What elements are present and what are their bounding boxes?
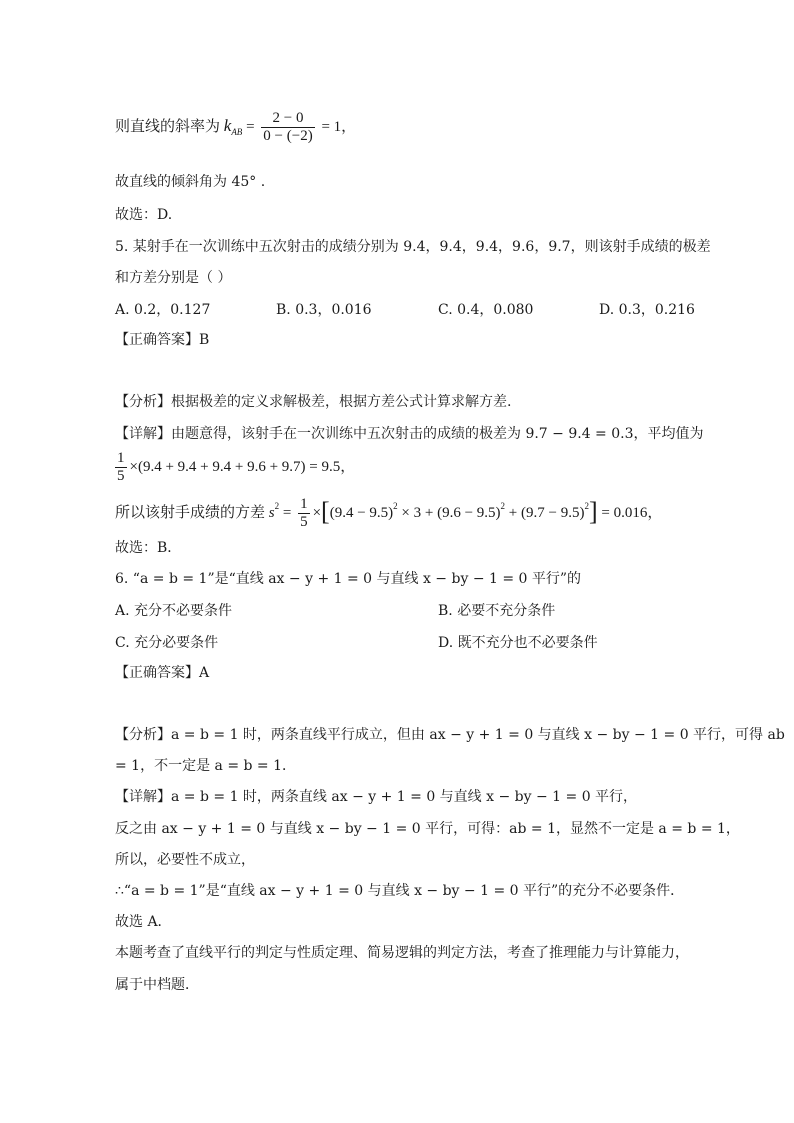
variance-denominator: 5: [300, 514, 308, 530]
q6-option-d: D. 既不充分也不必要条件: [438, 635, 598, 651]
mean-formula: [115, 450, 355, 485]
mean-fraction: [115, 450, 127, 485]
q6-option-b: B. 必要不充分条件: [438, 603, 556, 619]
q5-question-line1: 5. 某射手在一次训练中五次射击的成绩分别为 9.4，9.4，9.4，9.6，9.7，则该射手成绩的极差: [115, 239, 711, 255]
q6-analysis-line1: 【分析】a = b = 1 时，两条直线平行成立，但由 ax − y + 1 = 0 与直线 x − by − 1 = 0 平行，可得 ab: [115, 727, 785, 743]
slope-formula: [115, 110, 356, 145]
q6-detail-line3: 所以，必要性不成立，: [115, 852, 255, 868]
mean-expression: ×(9.4 + 9.4 + 9.4 + 9.6 + 9.7) = 9.5，: [129, 458, 356, 475]
q5-option-b: B. 0.3，0.016: [276, 302, 372, 318]
variance-term1-tail: × 3 + (9.6 − 9.5): [397, 504, 501, 521]
slope-subscript: AB: [231, 126, 243, 137]
q6-choice-line: 故选 A．: [115, 914, 172, 930]
left-bracket: [: [321, 496, 330, 526]
q5-choice-line: 故选：B．: [115, 540, 182, 556]
variance-equals: =: [279, 504, 296, 521]
slope-k: k: [223, 115, 232, 135]
slope-equals: =: [246, 118, 255, 135]
variance-formula: [115, 496, 662, 531]
q6-question: 6. “a = b = 1”是“直线 ax − y + 1 = 0 与直线 x − by − 1 = 0 平行”的: [115, 571, 582, 587]
variance-fraction: [298, 496, 310, 531]
angle-line: 故直线的倾斜角为 45° .: [115, 174, 266, 190]
q5-answer: 【正确答案】B: [115, 332, 210, 348]
mean-numerator: 1: [117, 450, 125, 466]
variance-term1: (9.4 − 9.5): [329, 504, 394, 521]
slope-prefix: 则直线的斜率为: [115, 118, 221, 135]
slope-denominator: 0 − (−2): [263, 128, 313, 144]
q4-choice-line: 故选：D.: [115, 207, 173, 223]
variance-term3-sup: 2: [584, 500, 589, 511]
right-bracket: ]: [588, 496, 598, 526]
variance-result: = 0.016，: [597, 504, 663, 521]
slope-fraction: [261, 110, 314, 145]
variance-term3: + (9.7 − 9.5): [505, 504, 585, 521]
q6-summary-line2: 属于中档题．: [115, 977, 199, 993]
q6-answer: 【正确答案】A: [115, 665, 210, 681]
variance-s: s: [268, 504, 275, 521]
variance-prefix: 所以该射手成绩的方差: [115, 504, 269, 521]
q6-option-c: C. 充分必要条件: [115, 635, 219, 651]
q6-detail-line1: 【详解】a = b = 1 时，两条直线 ax − y + 1 = 0 与直线 x − by − 1 = 0 平行，: [115, 789, 638, 805]
variance-term1-sup: 2: [393, 500, 398, 511]
q6-detail-line2: 反之由 ax − y + 1 = 0 与直线 x − by − 1 = 0 平行，可得：ab = 1，显然不一定是 a = b = 1，: [115, 821, 740, 837]
slope-result: = 1，: [321, 118, 357, 135]
q5-question-line2: 和方差分别是（ ）: [115, 270, 232, 286]
variance-times: ×: [312, 504, 322, 521]
variance-numerator: 1: [300, 496, 308, 512]
q5-option-a: A. 0.2，0.127: [115, 302, 211, 318]
mean-denominator: 5: [117, 468, 125, 484]
slope-numerator: 2 − 0: [261, 110, 314, 128]
q6-analysis-line2: = 1，不一定是 a = b = 1．: [115, 758, 297, 774]
q5-option-c: C. 0.4，0.080: [438, 302, 534, 318]
q6-summary-line1: 本题考查了直线平行的判定与性质定理、简易逻辑的判定方法，考查了推理能力与计算能力，: [115, 945, 689, 961]
q5-analysis: 【分析】根据极差的定义求解极差，根据方差公式计算求解方差.: [115, 394, 512, 410]
variance-term2-sup: 2: [500, 500, 506, 511]
q5-detail-line1: 【详解】由题意得，该射手在一次训练中五次射击的成绩的极差为 9.7 − 9.4 = 0.3，平均值为: [115, 426, 704, 442]
q5-option-d: D. 0.3，0.216: [599, 302, 695, 318]
variance-s-sup: 2: [274, 500, 280, 511]
q6-option-a: A. 充分不必要条件: [115, 603, 233, 619]
q6-detail-line4: ∴“a = b = 1”是“直线 ax − y + 1 = 0 与直线 x − by − 1 = 0 平行”的充分不必要条件．: [115, 883, 685, 899]
